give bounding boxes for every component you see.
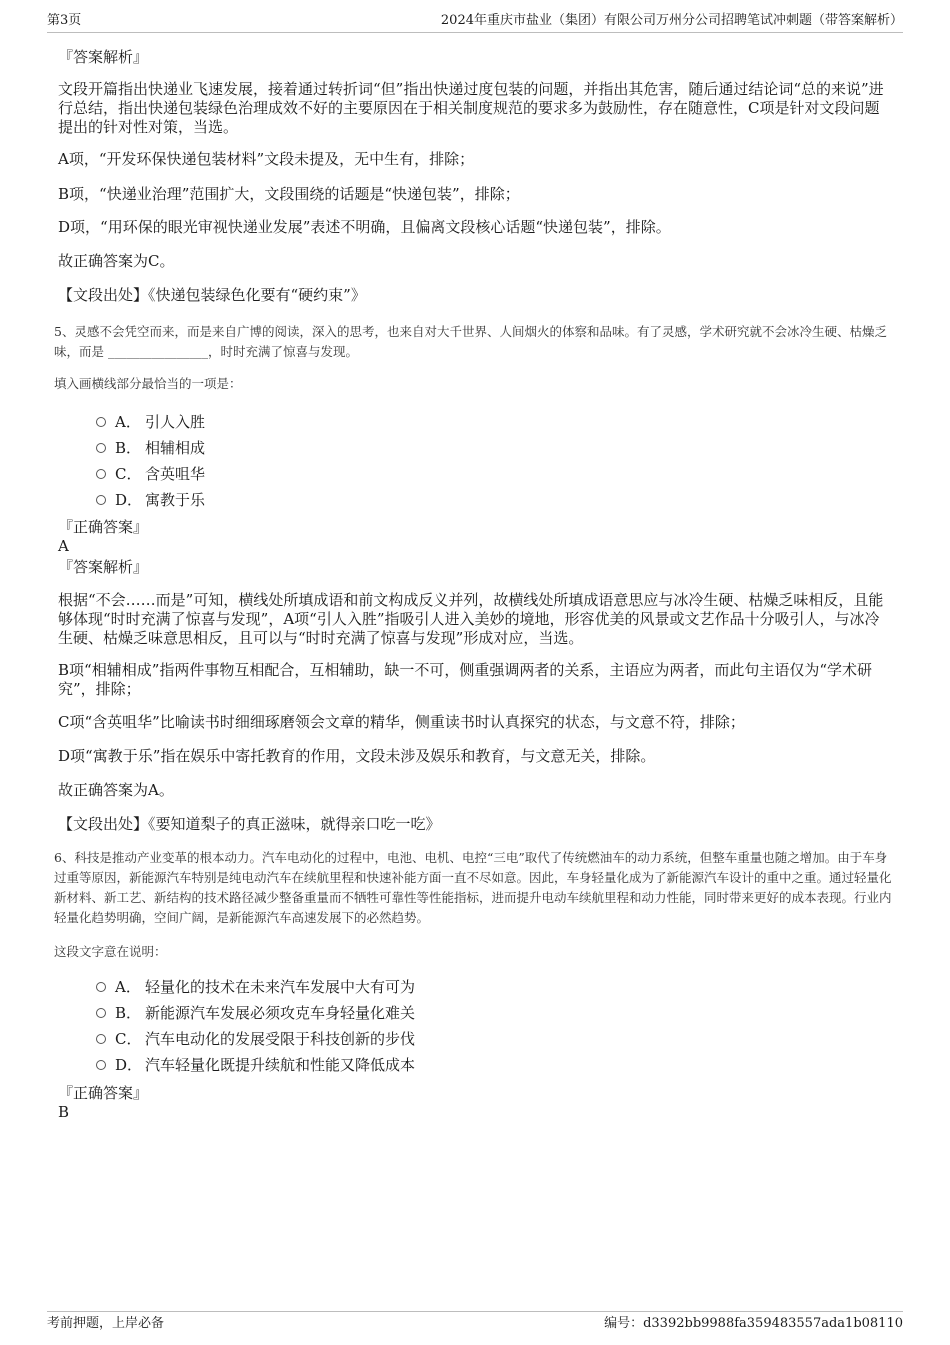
q4-analysis-option-a: A项，“开发环保快递包装材料”文段未提及，无中生有，排除； (58, 150, 475, 168)
q5-analysis-paragraph: 根据“不会……而是”可知，横线处所填成语和前文构成反义并列，故横线处所填成语意思应与冰冷生硬、枯燥乏味相反，且能够体现“时时充满了惊喜与发现”，A项“引人入胜”指吸引人进入美妙的境地，形容优美的风景或文艺作品十分吸引人，与冰冷生硬、枯燥乏味意思相反，且可以与“时时充满了惊喜与发现”形成对应，当选。 (58, 591, 884, 647)
footer-slogan: 考前押题，上岸必备 (47, 1316, 165, 1331)
q5-analysis-option-d: D项“寓教于乐”指在娱乐中寄托教育的作用，文段未涉及娱乐和教育，与文意无关，排除。 (58, 747, 656, 765)
q4-analysis-label: 『答案解析』 (58, 48, 149, 66)
q6-stem: 6、科技是推动产业变革的根本动力。汽车电动化的过程中，电池、电机、电控“三电”取代了传统燃油车的动力系统，但整车重量也随之增加。由于车身过重等原因，新能源汽车特别是纯电动汽车在续航里程和快速补能方面一直不尽如意。因此，车身轻量化成为了新能源汽车设计的重中之重。通过轻量化新材料、新工艺、新结构的技术路径减少整备重量而不牺牲可靠性等性能指标，进而提升电动车续航里程和动力性能，同时带来更好的成本表现。行业内轻量化趋势明确，空间广阔，是新能源汽车高速发展下的必然趋势。 (54, 850, 892, 925)
document-title: 2024年重庆市盐业（集团）有限公司万州分公司招聘笔试冲刺题（带答案解析） (440, 13, 903, 28)
q5-option-a[interactable]: A． 引人入胜 (96, 412, 205, 432)
radio-icon[interactable] (96, 469, 106, 479)
q6-option-d[interactable]: D． 汽车轻量化既提升续航和性能又降低成本 (96, 1055, 415, 1075)
q6-prompt: 这段文字意在说明： (54, 944, 167, 959)
radio-icon[interactable] (96, 443, 106, 453)
q6-option-b[interactable]: B． 新能源汽车发展必须攻克车身轻量化难关 (96, 1003, 415, 1023)
radio-icon[interactable] (96, 417, 106, 427)
q4-conclusion: 故正确答案为C。 (58, 252, 175, 270)
q5-stem: 5、灵感不会凭空而来，而是来自广博的阅读，深入的思考，也来自对大千世界、人间烟火的体察和品味。有了灵感，学术研究就不会冰冷生硬、枯燥乏味，而是 ________________，时时充满了惊喜与发现。 (54, 324, 887, 359)
q4-analysis-paragraph: 文段开篇指出快递业飞速发展，接着通过转折词“但”指出快递过度包装的问题，并指出其危害，随后通过结论词“总的来说”进行总结，指出快递包装绿色治理成效不好的主要原因在于相关制度规范的要求多为鼓励性，存在随意性，C项是针对文段问题提出的针对性对策，当选。 (58, 80, 884, 136)
q6-answer: B (58, 1103, 70, 1121)
document-code: 编号：d3392bb9988fa359483557ada1b08110 (604, 1316, 903, 1331)
q5-option-c[interactable]: C． 含英咀华 (96, 464, 205, 484)
radio-icon[interactable] (96, 1008, 106, 1018)
q5-conclusion: 故正确答案为A。 (58, 781, 174, 799)
q6-option-c[interactable]: C． 汽车电动化的发展受限于科技创新的步伐 (96, 1029, 415, 1049)
document-code-value: d3392bb9988fa359483557ada1b08110 (643, 1316, 903, 1331)
page-footer (47, 1311, 903, 1334)
q5-blank: ________________ (108, 344, 208, 359)
q5-answer-label: 『正确答案』 (58, 518, 149, 536)
q4-analysis-option-d: D项，“用环保的眼光审视快递业发展”表述不明确，且偏离文段核心话题“快递包装”，排除。 (58, 218, 671, 236)
radio-icon[interactable] (96, 1060, 106, 1070)
q6-answer-label: 『正确答案』 (58, 1084, 149, 1102)
radio-icon[interactable] (96, 495, 106, 505)
page-number: 第3页 (47, 13, 82, 28)
page-header (47, 10, 903, 33)
radio-icon[interactable] (96, 1034, 106, 1044)
q5-option-b[interactable]: B． 相辅相成 (96, 438, 205, 458)
q5-analysis-label: 『答案解析』 (58, 558, 149, 576)
q5-answer: A (58, 537, 69, 555)
q4-source: 【文段出处】《快递包装绿色化要有“硬约束”》 (58, 286, 366, 304)
q6-option-a[interactable]: A． 轻量化的技术在未来汽车发展中大有可为 (96, 977, 415, 997)
q5-analysis-option-c: C项“含英咀华”比喻读书时细细琢磨领会文章的精华，侧重读书时认真探究的状态，与文意不符，排除； (58, 713, 745, 731)
q5-source: 【文段出处】《要知道梨子的真正滋味，就得亲口吃一吃》 (58, 815, 441, 833)
q5-option-d[interactable]: D． 寓教于乐 (96, 490, 205, 510)
q4-analysis-option-b: B项，“快递业治理”范围扩大，文段围绕的话题是“快递包装”，排除； (58, 185, 520, 203)
q5-analysis-option-b: B项“相辅相成”指两件事物互相配合，互相辅助，缺一不可，侧重强调两者的关系，主语应为两者，而此句主语仅为“学术研究”，排除； (58, 661, 873, 698)
q5-prompt: 填入画横线部分最恰当的一项是： (54, 376, 242, 391)
radio-icon[interactable] (96, 982, 106, 992)
